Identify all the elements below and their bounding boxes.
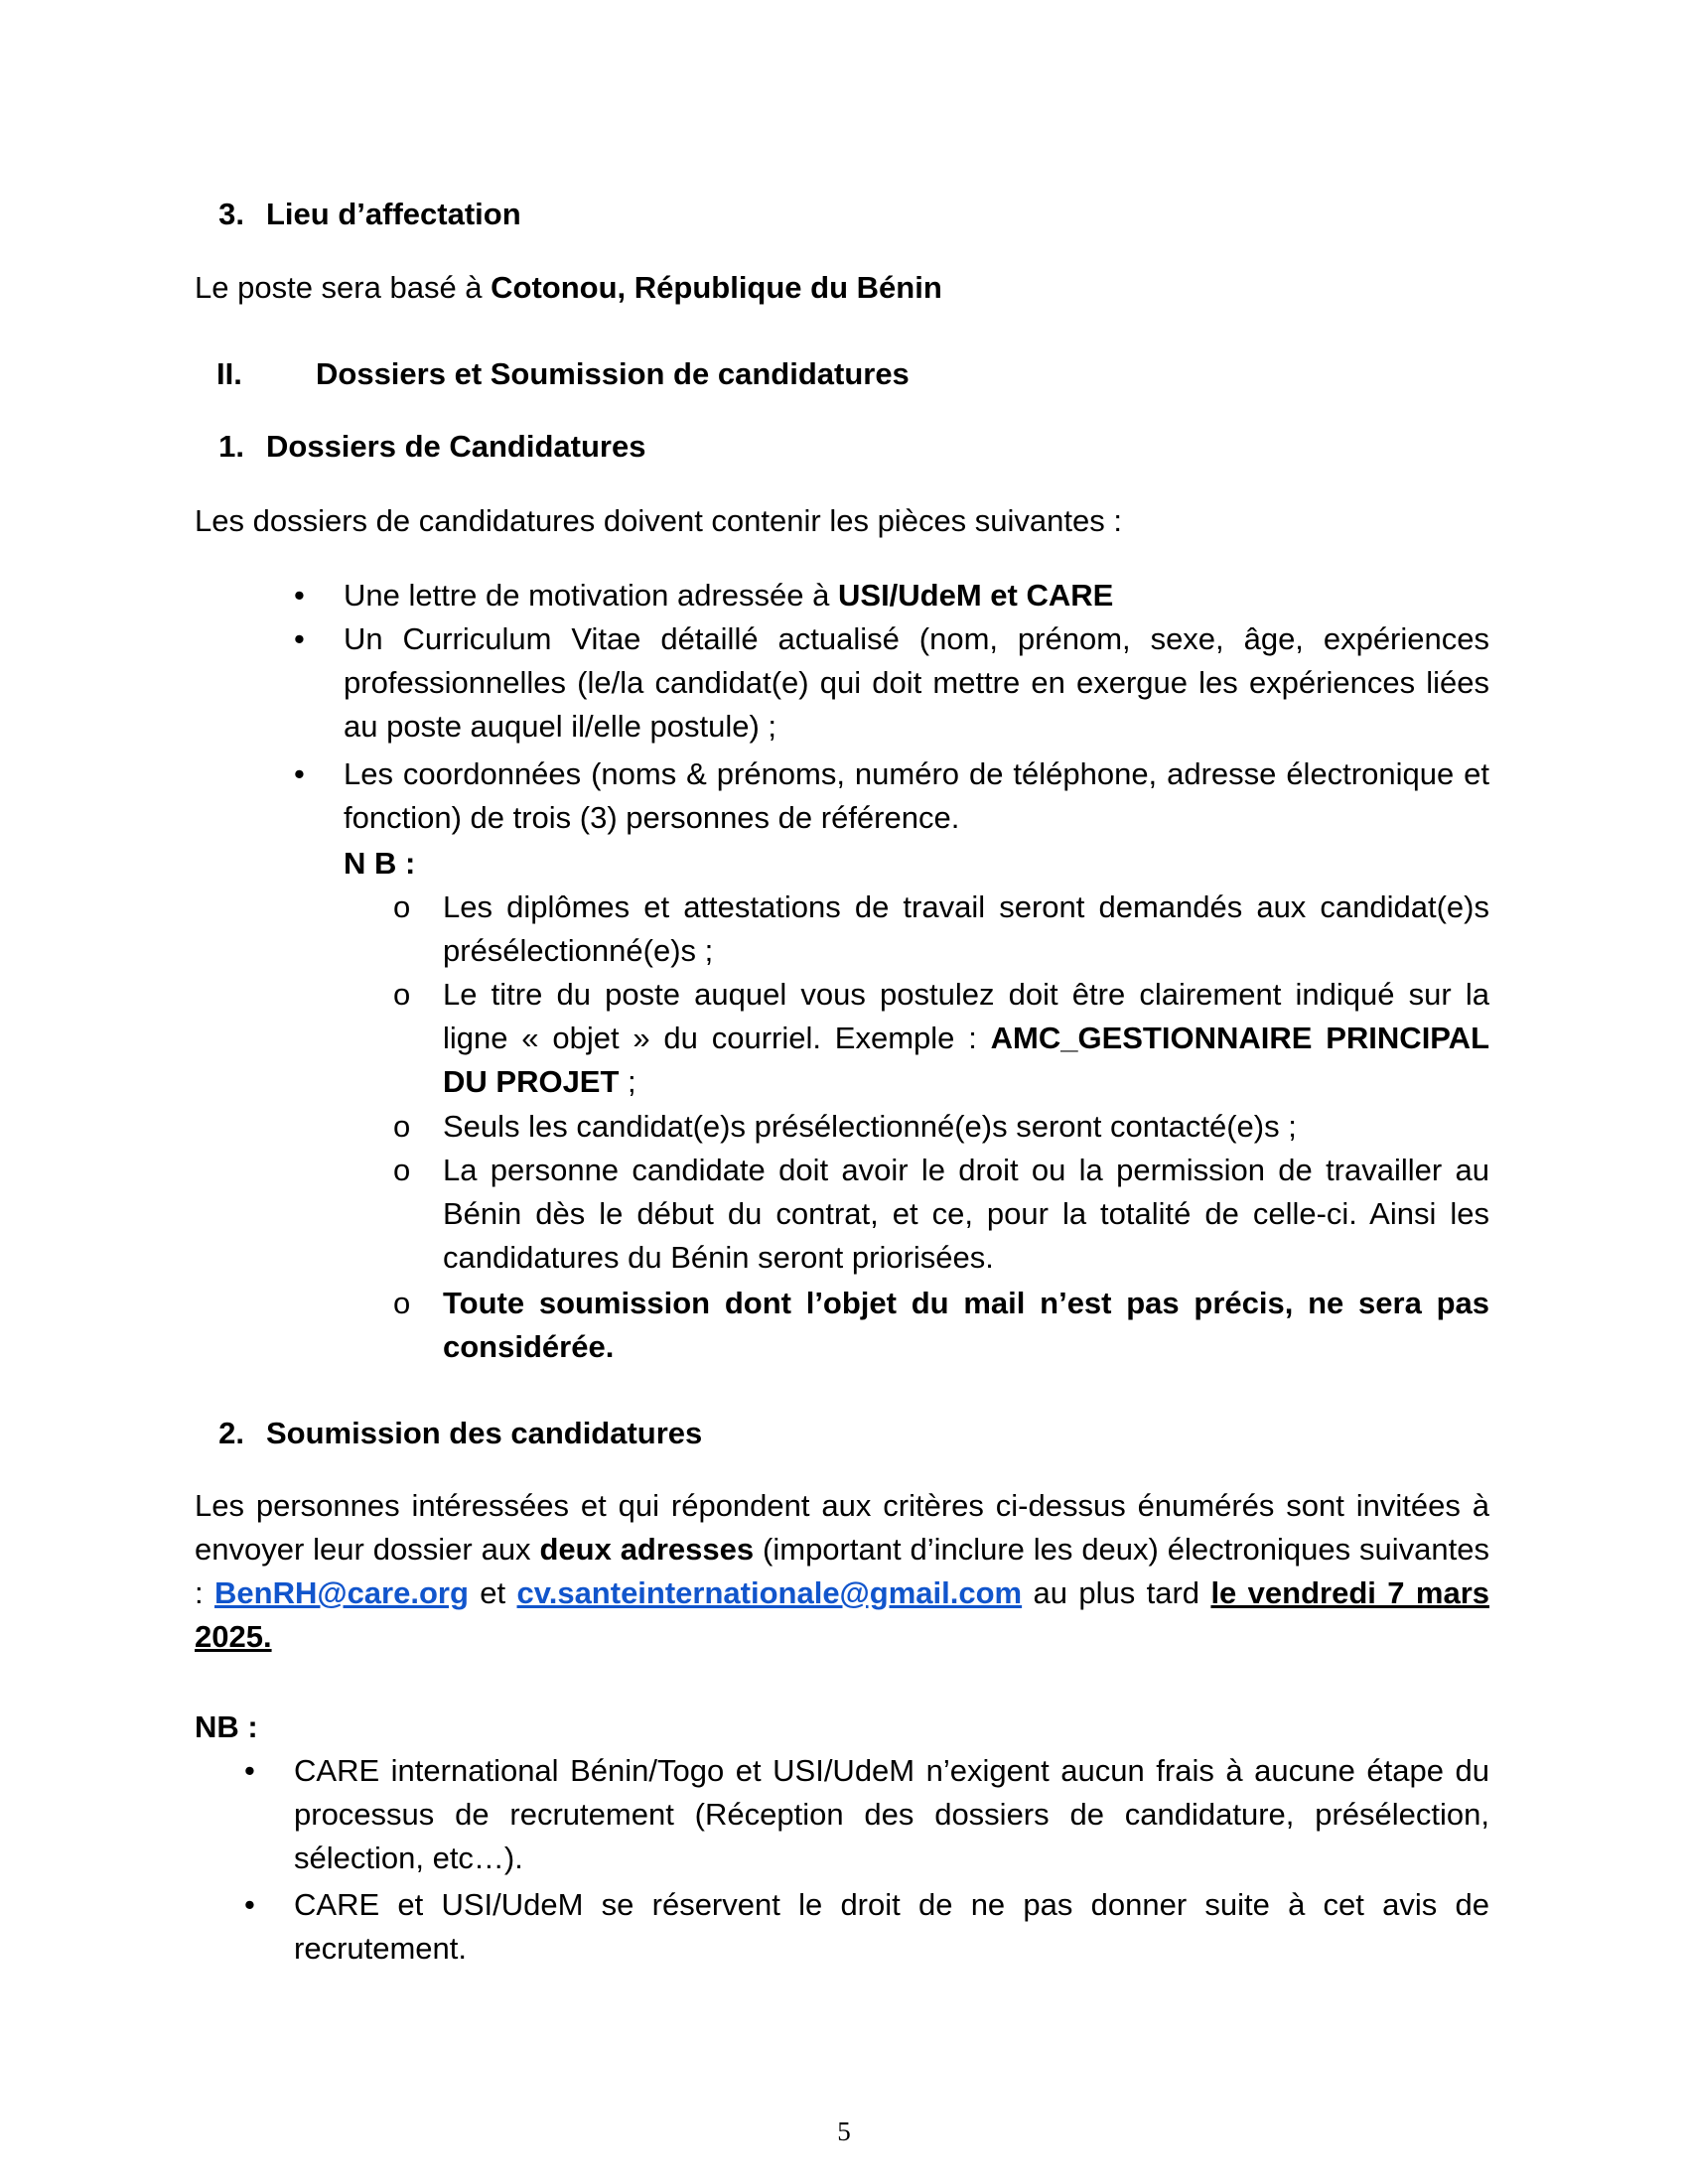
sub-list-item-text: Toute soumission dont l’objet du mail n’est pas précis, ne sera pas considérée. — [443, 1286, 1489, 1364]
sub-list-item-text: Les diplômes et attestations de travail seront demandés aux candidat(e)s présélectionné(e)s ; — [443, 889, 1489, 968]
circle-bullet-icon: o — [393, 889, 411, 924]
deadline: le vendredi 7 mars 2025. — [195, 1575, 1489, 1654]
bullet-icon: • — [294, 756, 305, 791]
sub-list-item-text-end: ; — [619, 1064, 636, 1099]
soumission-text: Les personnes intéressées et qui répondent aux critères ci-dessus énumérés sont invitées à envoyer leur dossier aux — [195, 1488, 1489, 1567]
lieu-text: Le poste sera basé à — [195, 270, 492, 305]
list-item-bold: USI/UdeM et CARE — [838, 578, 1114, 613]
page-number: 5 — [837, 2116, 851, 2146]
lieu-place: Cotonou, République du Bénin — [491, 270, 942, 305]
circle-bullet-icon: o — [393, 1153, 411, 1187]
soumission-text: et — [468, 1575, 517, 1610]
section-heading-soumission — [195, 1412, 1489, 1455]
bullet-icon: • — [294, 578, 305, 613]
section-number: 1. — [218, 429, 244, 464]
bullet-icon: • — [244, 1753, 255, 1788]
sub-list-item-text: La personne candidate doit avoir le droit ou la permission de travailler au Bénin dès le début du contrat, et ce, pour la totalité de celle-ci. Ainsi les candidatures du Bénin seront priorisées. — [443, 1153, 1489, 1275]
chapter-title: Dossiers et Soumission de candidatures — [316, 356, 910, 391]
section-heading-dossiers — [195, 425, 1489, 469]
nb-label: N B : — [344, 846, 416, 881]
section-number: 3. — [218, 197, 244, 231]
paragraph-lieu — [195, 266, 1489, 310]
nb-heading: NB : — [195, 1709, 258, 1744]
paragraph-soumission — [195, 1484, 1489, 1659]
circle-bullet-icon: o — [393, 1286, 411, 1320]
list-item-text: CARE et USI/UdeM se réservent le droit de ne pas donner suite à cet avis de recrutement. — [294, 1887, 1489, 1966]
list-item-text: Les coordonnées (noms & prénoms, numéro de téléphone, adresse électronique et fonction) de trois (3) personnes de référence. — [344, 756, 1489, 835]
sub-list-item-text: Le titre du poste auquel vous postulez doit être clairement indiqué sur la ligne « objet » du courriel. Exemple : — [443, 977, 1489, 1055]
paragraph-intro: Les dossiers de candidatures doivent contenir les pièces suivantes : — [195, 503, 1122, 538]
section-title: Lieu d’affectation — [266, 197, 521, 231]
circle-bullet-icon: o — [393, 1109, 411, 1144]
section-title: Soumission des candidatures — [266, 1416, 703, 1450]
soumission-bold: deux adresses — [539, 1532, 755, 1567]
chapter-number: II. — [216, 356, 242, 391]
soumission-text: (important d’inclure les deux) électroniques suivantes : — [195, 1532, 1489, 1610]
email-link-benrh[interactable]: BenRH@care.org — [214, 1575, 469, 1610]
bullet-icon: • — [244, 1887, 255, 1922]
section-title: Dossiers de Candidatures — [266, 429, 646, 464]
section-heading-lieu — [195, 193, 1489, 236]
list-item-text: CARE international Bénin/Togo et USI/UdeM n’exigent aucun frais à aucune étape du processus de recrutement (Réception des dossiers de candidature, présélection, sélection, etc…). — [294, 1753, 1489, 1875]
section-number: 2. — [218, 1416, 244, 1450]
bullet-icon: • — [294, 621, 305, 656]
circle-bullet-icon: o — [393, 977, 411, 1012]
email-link-cv-sante[interactable]: cv.santeinternationale@gmail.com — [516, 1575, 1023, 1610]
sub-list-item-text: Seuls les candidat(e)s présélectionné(e)s seront contacté(e)s ; — [443, 1109, 1297, 1144]
soumission-text: au plus tard — [1022, 1575, 1211, 1610]
list-item-text: Une lettre de motivation adressée à — [344, 578, 838, 613]
list-item-text: Un Curriculum Vitae détaillé actualisé (nom, prénom, sexe, âge, expériences professionnelles (le/la candidat(e) qui doit mettre en exergue les expériences liées au poste auquel il/elle postule) ; — [344, 621, 1489, 744]
chapter-heading-dossiers-soumission — [216, 352, 1511, 396]
example-subject: AMC_GESTIONNAIRE PRINCIPAL DU PROJET — [443, 1021, 1490, 1099]
